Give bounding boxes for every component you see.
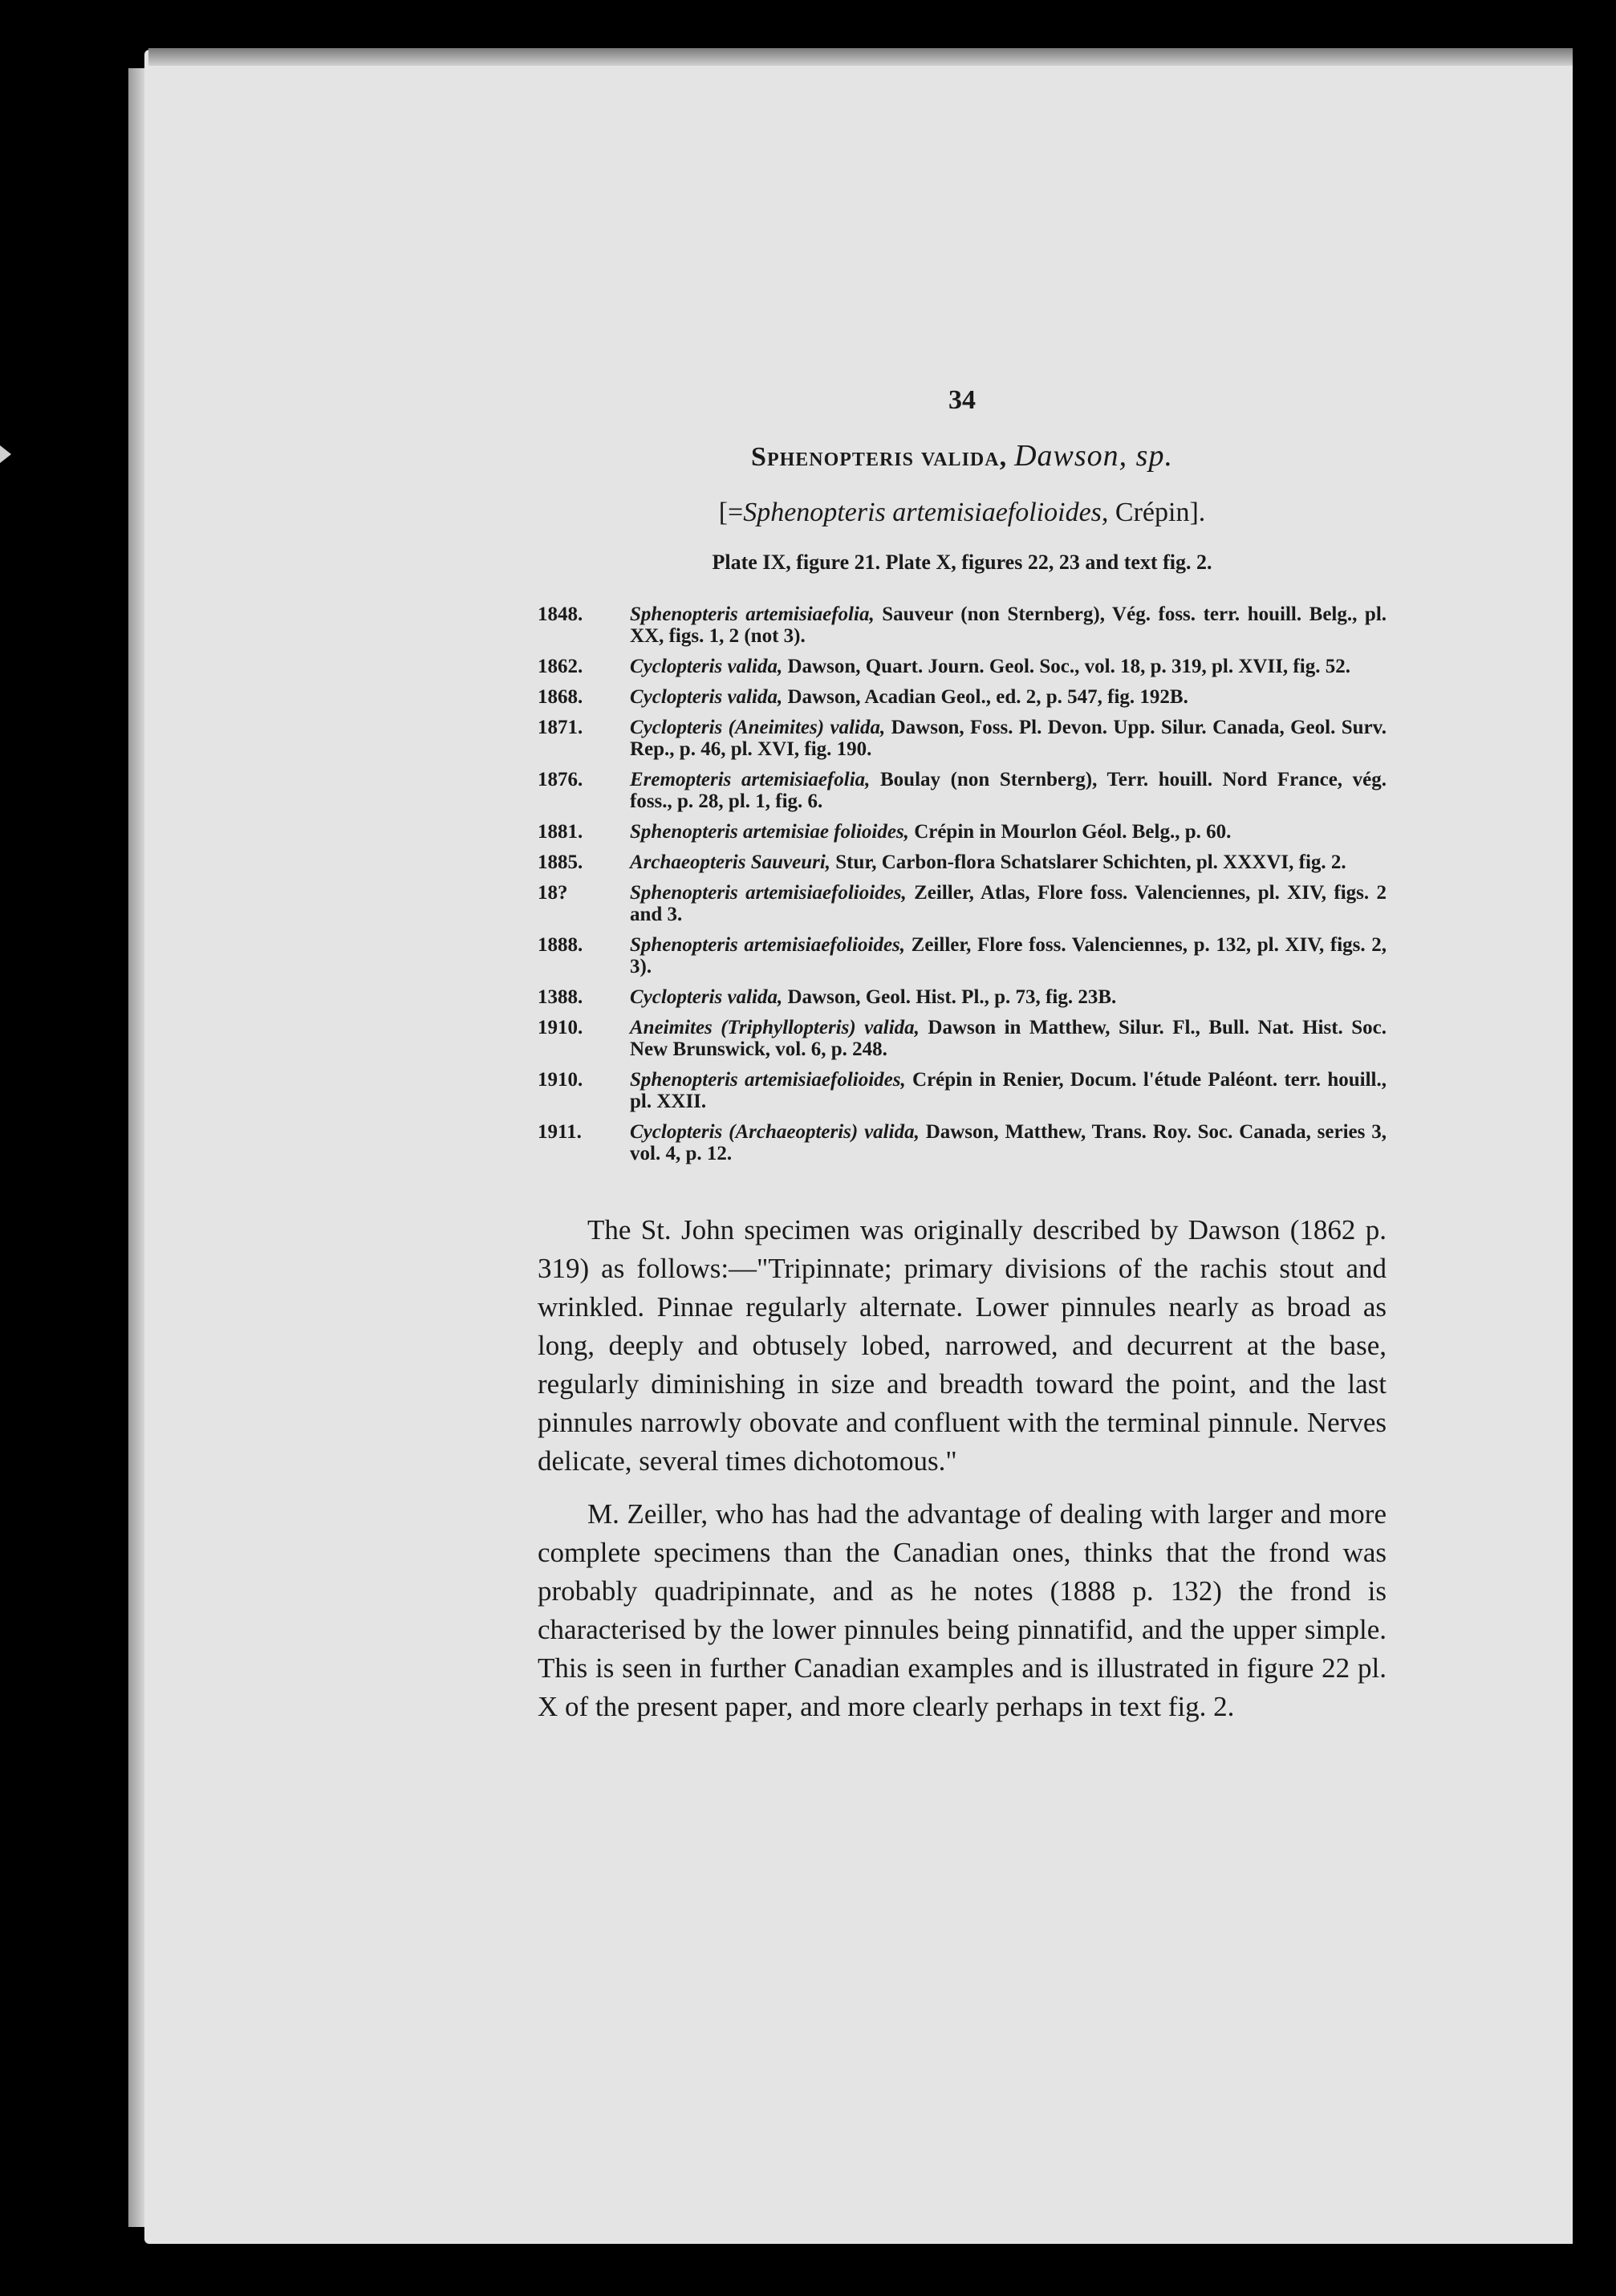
reference-citation: Sauveur (non Sternberg), Vég. foss. terr. houill. Belg., pl. XX, figs. 1, 2 (not 3).	[630, 603, 1387, 647]
reference-taxon: Cyclopteris (Archaeopteris) valida,	[630, 1121, 920, 1143]
heading-author: Dawson, sp.	[1014, 439, 1173, 473]
reference-text	[630, 1017, 1387, 1060]
reference-citation: Crépin in Mourlon Géol. Belg., p. 60.	[908, 821, 1232, 843]
reference-taxon: Archaeopteris Sauveuri,	[630, 851, 831, 873]
reference-text	[630, 1121, 1387, 1164]
reference-taxon: Cyclopteris valida,	[630, 686, 783, 708]
reference-text	[630, 851, 1387, 873]
reference-item	[538, 717, 1387, 760]
reference-item	[538, 934, 1387, 977]
reference-taxon: Cyclopteris (Aneimites) valida,	[630, 717, 886, 738]
reference-year: 1910.	[538, 1017, 583, 1038]
reference-year: 1911.	[538, 1121, 582, 1143]
reference-item	[538, 851, 1387, 873]
scan-edge-mark	[0, 445, 11, 463]
reference-year: 1910.	[538, 1069, 583, 1091]
reference-taxon: Aneimites (Triphyllopteris) valida,	[630, 1017, 920, 1038]
species-heading	[538, 438, 1387, 473]
reference-year: 1888.	[538, 934, 583, 956]
reference-item	[538, 1121, 1387, 1164]
reference-item	[538, 656, 1387, 677]
reference-year: 1885.	[538, 851, 583, 873]
reference-year: 1871.	[538, 717, 583, 738]
reference-year: 1848.	[538, 603, 583, 625]
reference-citation: Dawson, Acadian Geol., ed. 2, p. 547, fig. 192B.	[782, 686, 1188, 708]
reference-taxon: Eremopteris artemisiaefolia,	[630, 769, 871, 790]
reference-text	[630, 686, 1387, 708]
reference-text	[630, 986, 1387, 1008]
reference-taxon: Cyclopteris valida,	[630, 656, 783, 677]
page-content	[538, 385, 1387, 1726]
reference-item	[538, 603, 1387, 647]
synonym-prefix: [=	[718, 498, 744, 527]
synonymy-list	[538, 603, 1387, 1164]
reference-taxon: Sphenopteris artemisiaefolioides,	[630, 882, 907, 904]
reference-item	[538, 1017, 1387, 1060]
plates-line: Plate IX, figure 21. Plate X, figures 22, 23 and text fig. 2.	[712, 551, 1212, 574]
reference-item	[538, 1069, 1387, 1112]
reference-citation: Dawson, Geol. Hist. Pl., p. 73, fig. 23B.	[782, 986, 1117, 1008]
reference-year: 1868.	[538, 686, 583, 708]
reference-text	[630, 1069, 1387, 1112]
reference-citation: Dawson, Matthew, Trans. Roy. Soc. Canada, series 3, vol. 4, p. 12.	[630, 1121, 1387, 1164]
reference-item	[538, 686, 1387, 708]
synonym-author: Crépin].	[1108, 498, 1206, 527]
reference-year: 1876.	[538, 769, 583, 790]
heading-genus: Sphenopteris	[751, 442, 914, 472]
paragraph-description: The St. John specimen was originally described by Dawson (1862 p. 319) as follows:—"Tripinnate; primary divisions of the rachis stout and wrinkled. Pinnae regularly alternate. Lower pinnules nearly as broad as long, deeply and obtusely lobed, narrowed, and decurrent at the base, regularly diminishing in size and breadth toward the point, and the last pinnules narrowly obovate and confluent with the terminal pinnule. Nerves delicate, several times dichotomous."	[538, 1214, 1387, 1477]
reference-taxon: Sphenopteris artemisiae folioides,	[630, 821, 909, 843]
reference-citation: Crépin in Renier, Docum. l'étude Paléont. terr. houill., pl. XXII.	[630, 1069, 1387, 1112]
reference-item	[538, 821, 1387, 843]
reference-citation: Boulay (non Sternberg), Terr. houill. Nord France, vég. foss., p. 28, pl. 1, fig. 6.	[630, 769, 1387, 812]
paragraph-zeiller: M. Zeiller, who has had the advantage of dealing with larger and more complete specimens than the Canadian ones, thinks that the frond was probably quadripinnate, and as he notes (1888 p. 132) the frond is characterised by the lower pinnules being pinnatifid, and the upper simple. This is seen in further Canadian examples and is illustrated in figure 22 pl. X of the present paper, and more clearly perhaps in text fig. 2.	[538, 1498, 1387, 1722]
reference-text	[630, 821, 1387, 843]
page-number: 34	[948, 385, 976, 415]
reference-taxon: Sphenopteris artemisiaefolia,	[630, 603, 875, 625]
page-top-edge	[148, 48, 1573, 66]
reference-year: 1881.	[538, 821, 583, 843]
reference-citation: Dawson, Quart. Journ. Geol. Soc., vol. 18, p. 319, pl. XVII, fig. 52.	[782, 656, 1350, 677]
reference-citation: Dawson, Foss. Pl. Devon. Upp. Silur. Canada, Geol. Surv. Rep., p. 46, pl. XVI, fig. 190.	[630, 717, 1387, 760]
reference-taxon: Cyclopteris valida,	[630, 986, 783, 1008]
reference-text	[630, 882, 1387, 925]
reference-taxon: Sphenopteris artemisiaefolioides,	[630, 934, 906, 956]
reference-text	[630, 717, 1387, 760]
reference-item	[538, 882, 1387, 925]
reference-citation: Zeiller, Flore foss. Valenciennes, p. 132, pl. XIV, figs. 2, 3).	[630, 934, 1387, 977]
heading-species: valida,	[920, 442, 1008, 472]
reference-text	[630, 934, 1387, 977]
reference-item	[538, 986, 1387, 1008]
reference-citation: Dawson in Matthew, Silur. Fl., Bull. Nat. Hist. Soc. New Brunswick, vol. 6, p. 248.	[630, 1017, 1387, 1060]
reference-citation: Stur, Carbon-flora Schatslarer Schichten, pl. XXXVI, fig. 2.	[830, 851, 1346, 873]
reference-year: 1862.	[538, 656, 583, 677]
reference-taxon: Sphenopteris artemisiaefolioides,	[630, 1069, 906, 1091]
synonym-name: Sphenopteris artemisiaefolioides,	[743, 498, 1109, 527]
reference-item	[538, 769, 1387, 812]
reference-text	[630, 603, 1387, 647]
synonym-line	[538, 498, 1387, 528]
reference-text	[630, 656, 1387, 677]
reference-year: 1388.	[538, 986, 583, 1008]
reference-text	[630, 769, 1387, 812]
reference-citation: Zeiller, Atlas, Flore foss. Valenciennes, pl. XIV, figs. 2 and 3.	[630, 882, 1387, 925]
reference-year: 18?	[538, 882, 568, 904]
